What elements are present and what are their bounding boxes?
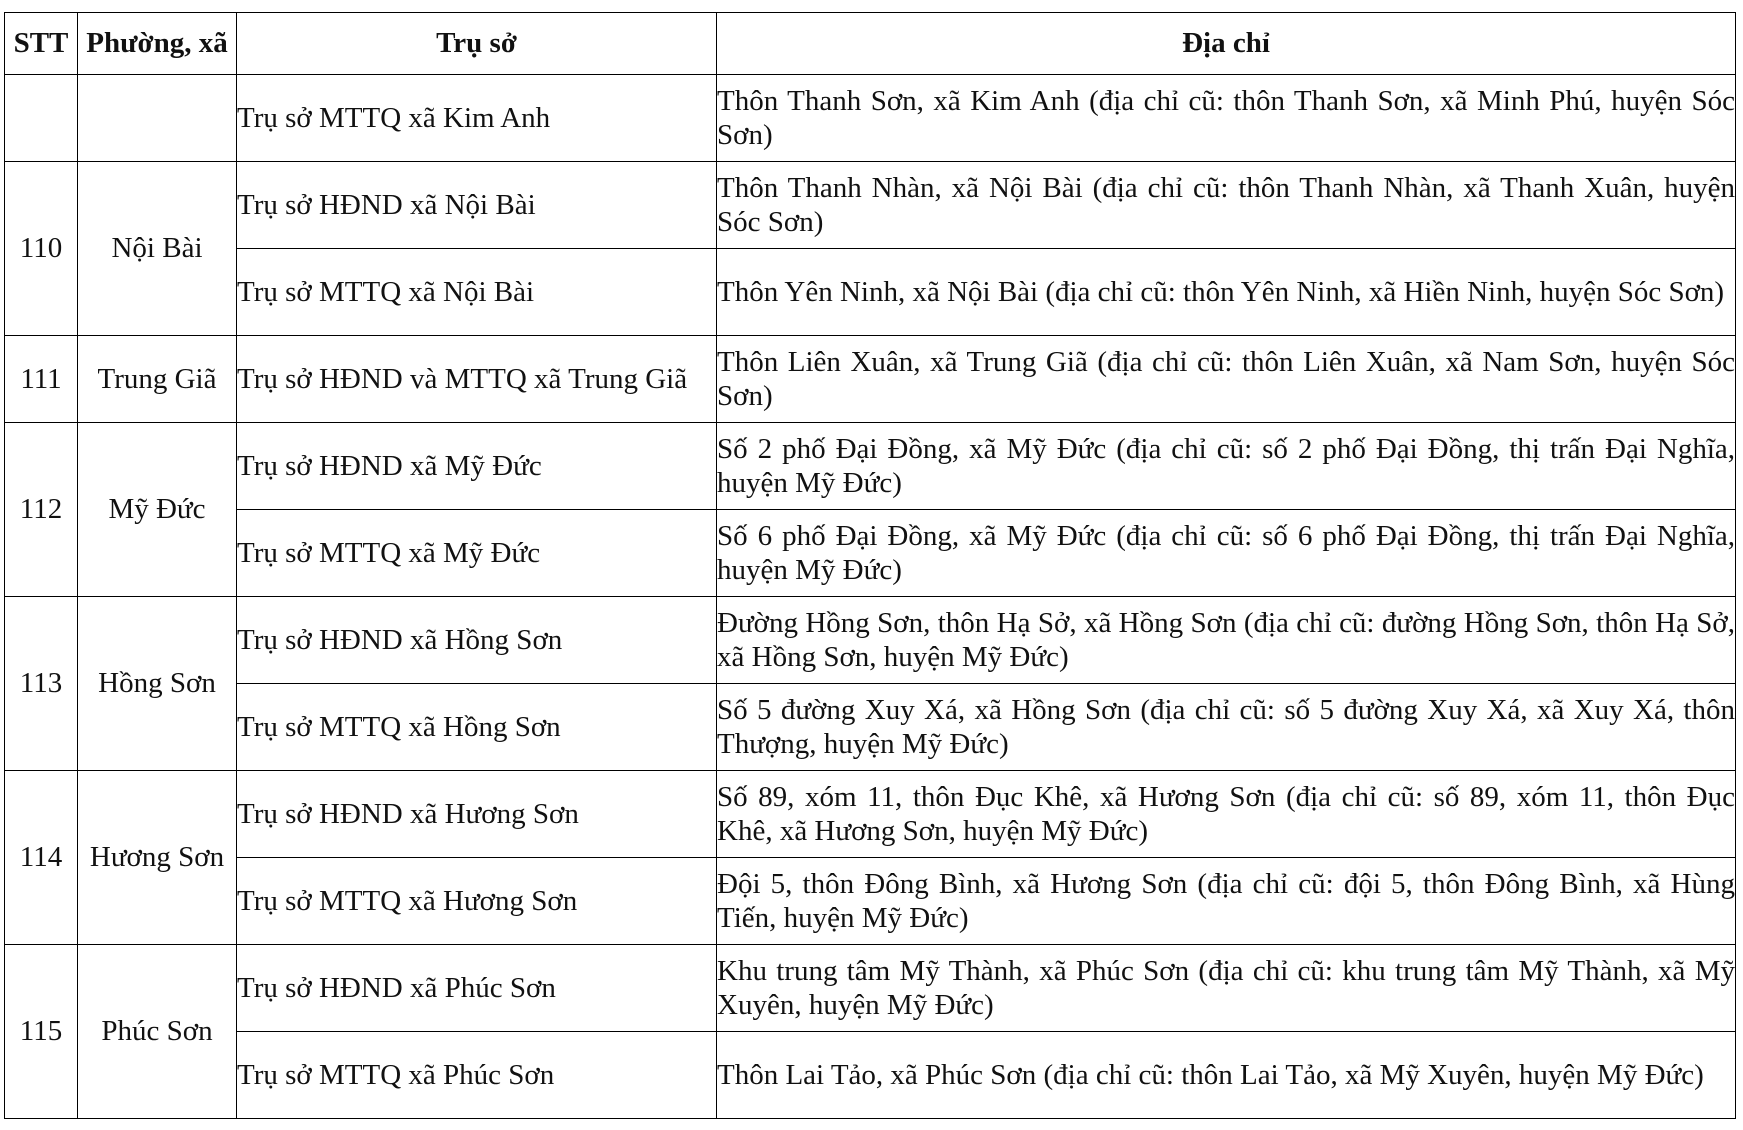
ward-cell: Nội Bài xyxy=(78,162,237,336)
address-cell: Thôn Thanh Nhàn, xã Nội Bài (địa chỉ cũ: thôn Thanh Nhàn, xã Thanh Xuân, huyện Sóc Sơn) xyxy=(717,162,1736,249)
address-cell: Đội 5, thôn Đông Bình, xã Hương Sơn (địa chỉ cũ: đội 5, thôn Đông Bình, xã Hùng Tiến, huyện Mỹ Đức) xyxy=(717,858,1736,945)
stt-cell: 111 xyxy=(5,336,78,423)
address-cell: Số 6 phố Đại Đồng, xã Mỹ Đức (địa chỉ cũ: số 6 phố Đại Đồng, thị trấn Đại Nghĩa, huyện Mỹ Đức) xyxy=(717,510,1736,597)
office-cell: Trụ sở MTTQ xã Phúc Sơn xyxy=(237,1032,717,1119)
header-ward: Phường, xã xyxy=(78,13,237,75)
ward-cell: Trung Giã xyxy=(78,336,237,423)
stt-cell: 114 xyxy=(5,771,78,945)
address-cell: Số 89, xóm 11, thôn Đục Khê, xã Hương Sơn (địa chỉ cũ: số 89, xóm 11, thôn Đục Khê, xã Hương Sơn, huyện Mỹ Đức) xyxy=(717,771,1736,858)
office-cell: Trụ sở MTTQ xã Mỹ Đức xyxy=(237,510,717,597)
address-cell: Khu trung tâm Mỹ Thành, xã Phúc Sơn (địa chỉ cũ: khu trung tâm Mỹ Thành, xã Mỹ Xuyên, huyện Mỹ Đức) xyxy=(717,945,1736,1032)
address-table xyxy=(4,12,1736,1119)
table-row xyxy=(5,858,1736,945)
table-row xyxy=(5,945,1736,1032)
ward-cell: Phúc Sơn xyxy=(78,945,237,1119)
stt-cell: 112 xyxy=(5,423,78,597)
header-row xyxy=(5,13,1736,75)
table-row xyxy=(5,249,1736,336)
table-row xyxy=(5,510,1736,597)
table-row xyxy=(5,162,1736,249)
stt-cell xyxy=(5,75,78,162)
office-cell: Trụ sở HĐND xã Phúc Sơn xyxy=(237,945,717,1032)
stt-cell: 113 xyxy=(5,597,78,771)
address-cell: Thôn Lai Tảo, xã Phúc Sơn (địa chỉ cũ: thôn Lai Tảo, xã Mỹ Xuyên, huyện Mỹ Đức) xyxy=(717,1032,1736,1119)
ward-cell: Hương Sơn xyxy=(78,771,237,945)
ward-cell: Mỹ Đức xyxy=(78,423,237,597)
table-row xyxy=(5,771,1736,858)
office-cell: Trụ sở MTTQ xã Hồng Sơn xyxy=(237,684,717,771)
stt-cell: 115 xyxy=(5,945,78,1119)
ward-cell: Hồng Sơn xyxy=(78,597,237,771)
ward-cell xyxy=(78,75,237,162)
stt-cell: 110 xyxy=(5,162,78,336)
header-address: Địa chỉ xyxy=(717,13,1736,75)
table-row xyxy=(5,684,1736,771)
address-cell: Thôn Liên Xuân, xã Trung Giã (địa chỉ cũ: thôn Liên Xuân, xã Nam Sơn, huyện Sóc Sơn) xyxy=(717,336,1736,423)
office-cell: Trụ sở HĐND xã Hương Sơn xyxy=(237,771,717,858)
office-cell: Trụ sở HĐND xã Mỹ Đức xyxy=(237,423,717,510)
table-row xyxy=(5,597,1736,684)
header-office: Trụ sở xyxy=(237,13,717,75)
table-row xyxy=(5,423,1736,510)
header-stt: STT xyxy=(5,13,78,75)
office-cell: Trụ sở MTTQ xã Kim Anh xyxy=(237,75,717,162)
table-row xyxy=(5,75,1736,162)
office-cell: Trụ sở MTTQ xã Hương Sơn xyxy=(237,858,717,945)
office-cell: Trụ sở MTTQ xã Nội Bài xyxy=(237,249,717,336)
office-cell: Trụ sở HĐND xã Nội Bài xyxy=(237,162,717,249)
address-cell: Đường Hồng Sơn, thôn Hạ Sở, xã Hồng Sơn (địa chỉ cũ: đường Hồng Sơn, thôn Hạ Sở, xã Hồng Sơn, huyện Mỹ Đức) xyxy=(717,597,1736,684)
office-cell: Trụ sở HĐND xã Hồng Sơn xyxy=(237,597,717,684)
address-cell: Số 2 phố Đại Đồng, xã Mỹ Đức (địa chỉ cũ: số 2 phố Đại Đồng, thị trấn Đại Nghĩa, huyện Mỹ Đức) xyxy=(717,423,1736,510)
table-row xyxy=(5,1032,1736,1119)
address-cell: Thôn Yên Ninh, xã Nội Bài (địa chỉ cũ: thôn Yên Ninh, xã Hiền Ninh, huyện Sóc Sơn) xyxy=(717,249,1736,336)
address-cell: Thôn Thanh Sơn, xã Kim Anh (địa chỉ cũ: thôn Thanh Sơn, xã Minh Phú, huyện Sóc Sơn) xyxy=(717,75,1736,162)
table-row xyxy=(5,336,1736,423)
address-cell: Số 5 đường Xuy Xá, xã Hồng Sơn (địa chỉ cũ: số 5 đường Xuy Xá, xã Xuy Xá, thôn Thượng, huyện Mỹ Đức) xyxy=(717,684,1736,771)
office-cell: Trụ sở HĐND và MTTQ xã Trung Giã xyxy=(237,336,717,423)
